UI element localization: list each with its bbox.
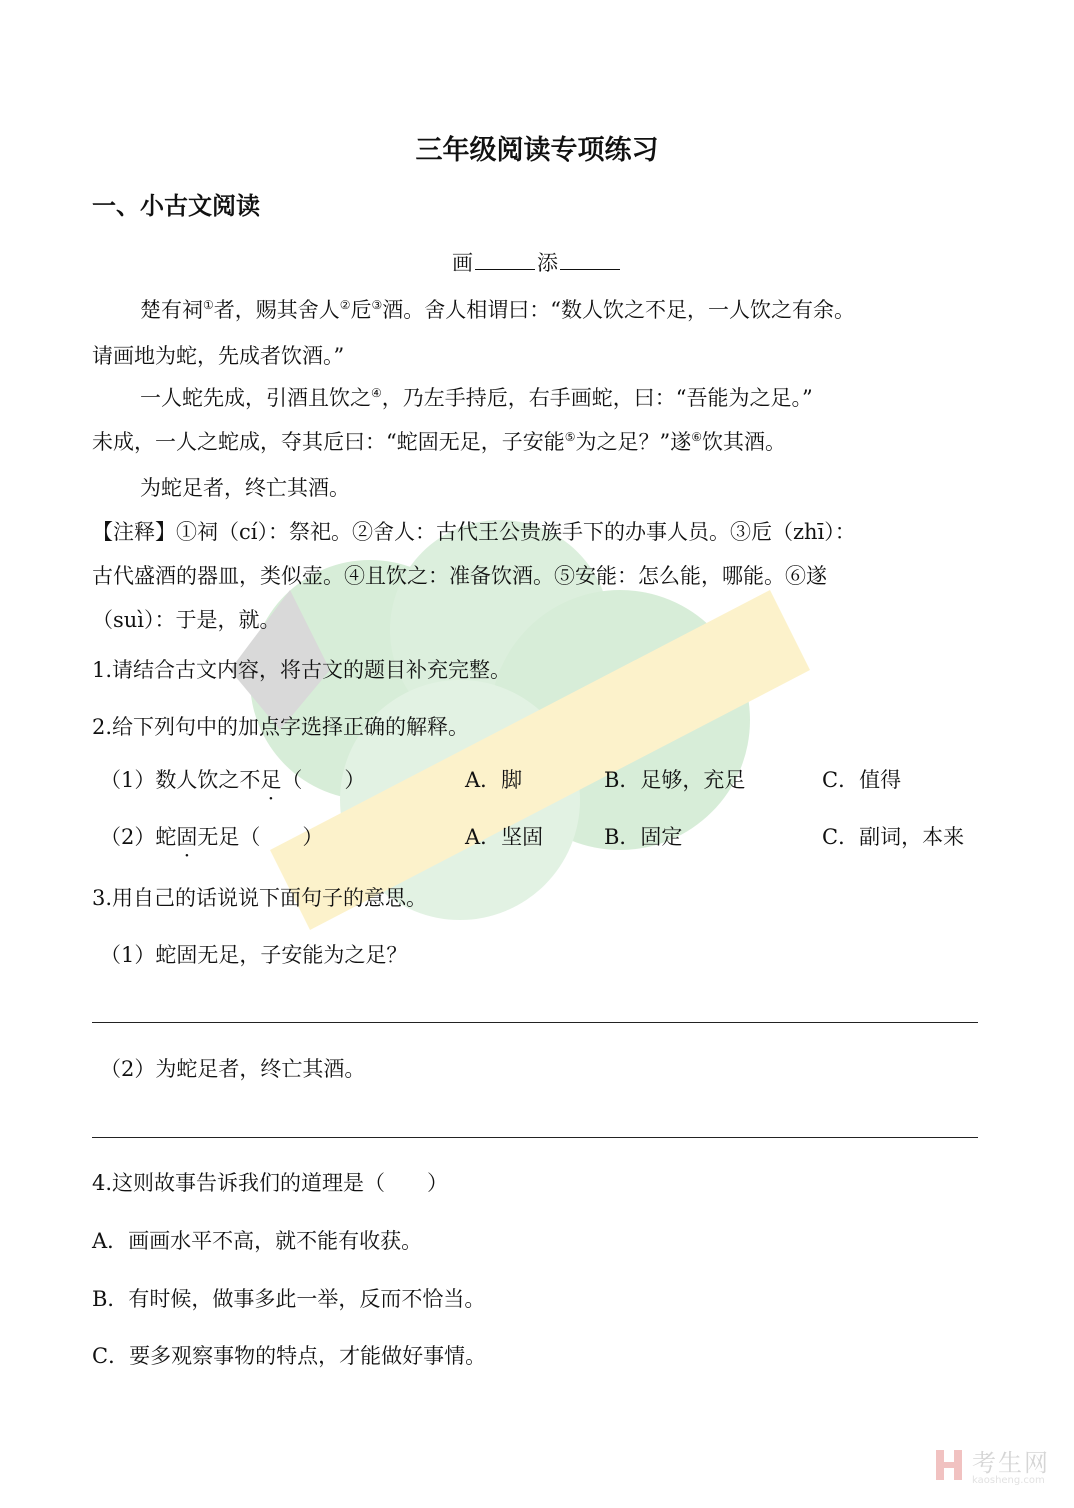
passage-line: 楚有祠①者，赐其舍人②卮③酒。舍人相谓曰：“数人饮之不足，一人饮之有余。	[140, 298, 856, 322]
page-title: 三年级阅读专项练习	[415, 135, 659, 166]
passage-line: 为蛇足者，终亡其酒。	[140, 476, 350, 500]
passage-line: 请画地为蛇，先成者饮酒。”	[92, 344, 345, 368]
question-3-2: （2）为蛇足者，终亡其酒。	[100, 1057, 366, 1081]
option-a[interactable]: A．脚	[465, 768, 523, 792]
passage-line: 一人蛇先成，引酒且饮之④，乃左手持卮，右手画蛇，曰：“吾能为之足。”	[140, 386, 813, 410]
title-blank-1	[475, 251, 535, 270]
answer-line[interactable]	[92, 1022, 978, 1023]
notes-line: （suì）：于是，就。	[92, 608, 281, 632]
option-c[interactable]: C．要多观察事物的特点，才能做好事情。	[92, 1344, 487, 1368]
notes-line: 古代盛酒的器皿，类似壶。④且饮之：准备饮酒。⑤安能：怎么能，哪能。⑥遂	[92, 564, 827, 588]
question-2: 2.给下列句中的加点字选择正确的解释。	[92, 715, 470, 739]
question-3-1: （1）蛇固无足，子安能为之足？	[100, 943, 408, 967]
section-heading: 一、小古文阅读	[92, 192, 260, 220]
question-4: 4.这则故事告诉我们的道理是（ ）	[92, 1171, 449, 1195]
logo-url: kaosheng.com	[972, 1475, 1045, 1486]
option-c[interactable]: C．值得	[822, 768, 902, 792]
question-2-2: （2）蛇固无足（ ）	[100, 825, 324, 849]
site-logo	[934, 1443, 1050, 1486]
option-a[interactable]: A．坚固	[465, 825, 544, 849]
question-3: 3.用自己的话说说下面句子的意思。	[92, 886, 428, 910]
logo-icon	[934, 1448, 964, 1482]
question-1: 1.请结合古文内容，将古文的题目补充完整。	[92, 658, 512, 682]
logo-name: 考生网	[972, 1449, 1050, 1477]
passage-title: 画 添	[0, 247, 1074, 277]
option-c[interactable]: C．副词，本来	[822, 825, 965, 849]
answer-line[interactable]	[92, 1137, 978, 1138]
option-b[interactable]: B．足够，充足	[604, 768, 746, 792]
option-a[interactable]: A．画画水平不高，就不能有收获。	[92, 1229, 423, 1253]
passage-line: 未成，一人之蛇成，夺其卮曰：“蛇固无足，子安能⑤为之足？”遂⑥饮其酒。	[92, 430, 787, 454]
title-blank-2	[560, 251, 620, 270]
option-b[interactable]: B．固定	[604, 825, 683, 849]
option-b[interactable]: B．有时候，做事多此一举，反而不恰当。	[92, 1287, 486, 1311]
notes-line: 【注释】①祠（cí）：祭祀。②舍人：古代王公贵族手下的办事人员。③卮（zhī）：	[92, 520, 856, 544]
question-2-1: （1）数人饮之不足（ ）	[100, 768, 366, 792]
